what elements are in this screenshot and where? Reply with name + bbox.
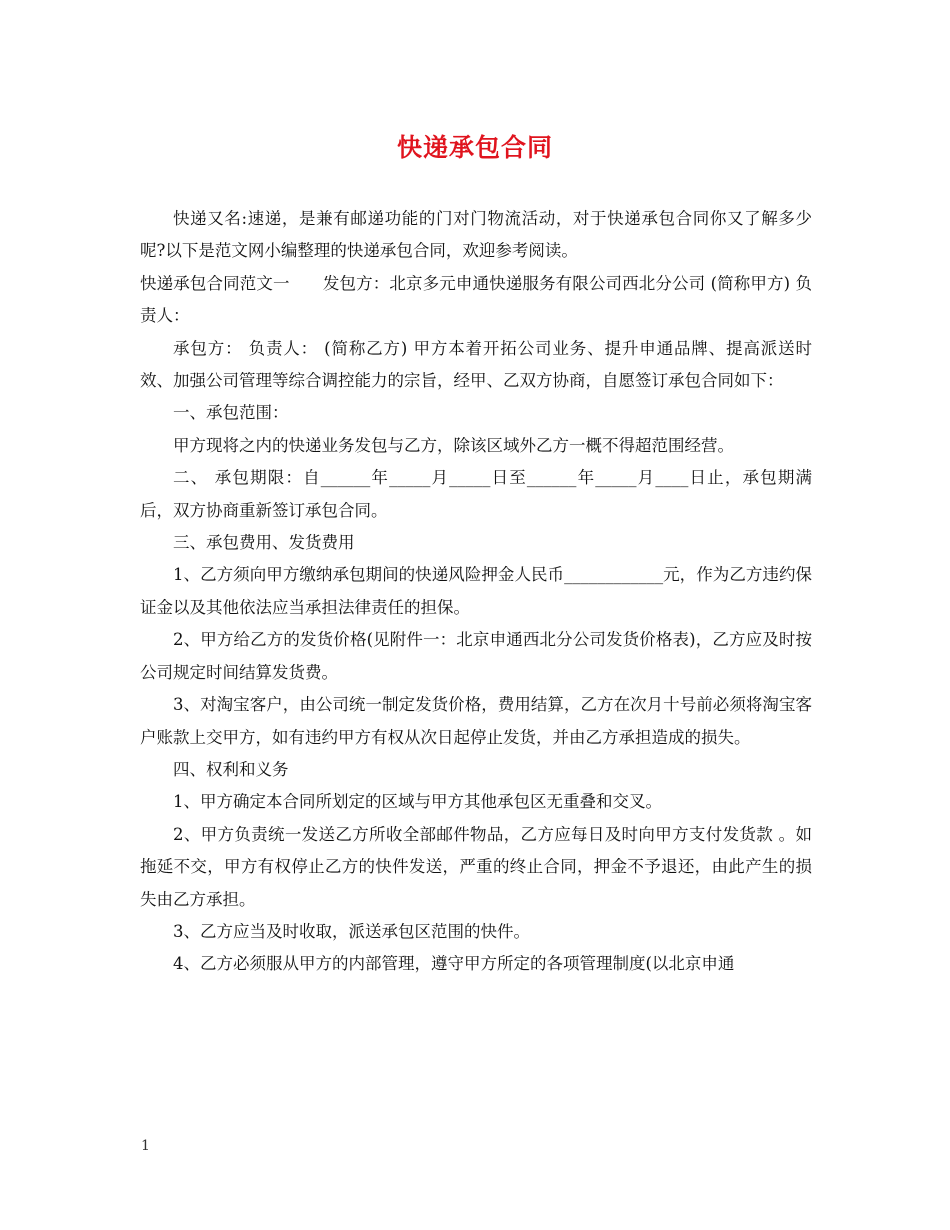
paragraph-rights-1: 1、甲方确定本合同所划定的区域与甲方其他承包区无重叠和交叉。 [173,792,662,812]
section-heading-rights: 四、权利和义务 [173,759,289,779]
paragraph-scope: 甲方现将之内的快递业务发包与乙方，除该区域外乙方一概不得超范围经营。 [173,435,734,455]
paragraph-rights-2: 2、甲方负责统一发送乙方所收全部邮件物品，乙方应每日及时向甲方支付发货款 。如拖延不交，甲方有权停止乙方的快件发送，严重的终止合同，押金不予退还，由此产生的损失由乙方承担。 [140,824,812,909]
page-number: 1 [141,1138,150,1154]
paragraph-fee-3: 3、对淘宝客户，由公司统一制定发货价格，费用结算，乙方在次月十号前必须将淘宝客户账款上交甲方，如有违约甲方有权从次日起停止发货，并由乙方承担造成的损失。 [140,695,812,747]
paragraph-rights-4: 4、乙方必须服从甲方的内部管理，遵守甲方所定的各项管理制度(以北京申通 [173,954,735,974]
paragraph-contract-header: 快递承包合同范文一 发包方：北京多元申通快递服务有限公司西北分公司 (简称甲方) 负责人： [140,273,812,326]
paragraph-rights-3: 3、乙方应当及时收取，派送承包区范围的快件。 [173,921,530,941]
paragraph-contractor: 承包方： 负责人： (简称乙方) 甲方本着开拓公司业务、提升申通品牌、提高派送时效、加强公司管理等综合调控能力的宗旨，经甲、乙双方协商，自愿签订承包合同如下： [140,338,812,391]
section-heading-scope: 一、承包范围： [173,403,289,423]
paragraph-fee-2: 2、甲方给乙方的发货价格(见附件一：北京申通西北分公司发货价格表)，乙方应及时按公司规定时间结算发货费。 [140,630,812,682]
section-heading-fees: 三、承包费用、发货费用 [173,533,355,553]
document-body [140,203,812,981]
paragraph-fee-1: 1、乙方须向甲方缴纳承包期间的快递风险押金人民币____________元，作为乙方违约保证金以及其他依法应当承担法律责任的担保。 [140,565,812,617]
document-title: 快递承包合同 [396,133,553,162]
paragraph-intro: 快递又名:速递，是兼有邮递功能的门对门物流活动，对于快递承包合同你又了解多少呢?以下是范文网小编整理的快递承包合同，欢迎参考阅读。 [140,209,812,261]
paragraph-term: 二、 承包期限：自______年_____月_____日至______年_____月____日止，承包期满后，双方协商重新签订承包合同。 [140,468,812,520]
